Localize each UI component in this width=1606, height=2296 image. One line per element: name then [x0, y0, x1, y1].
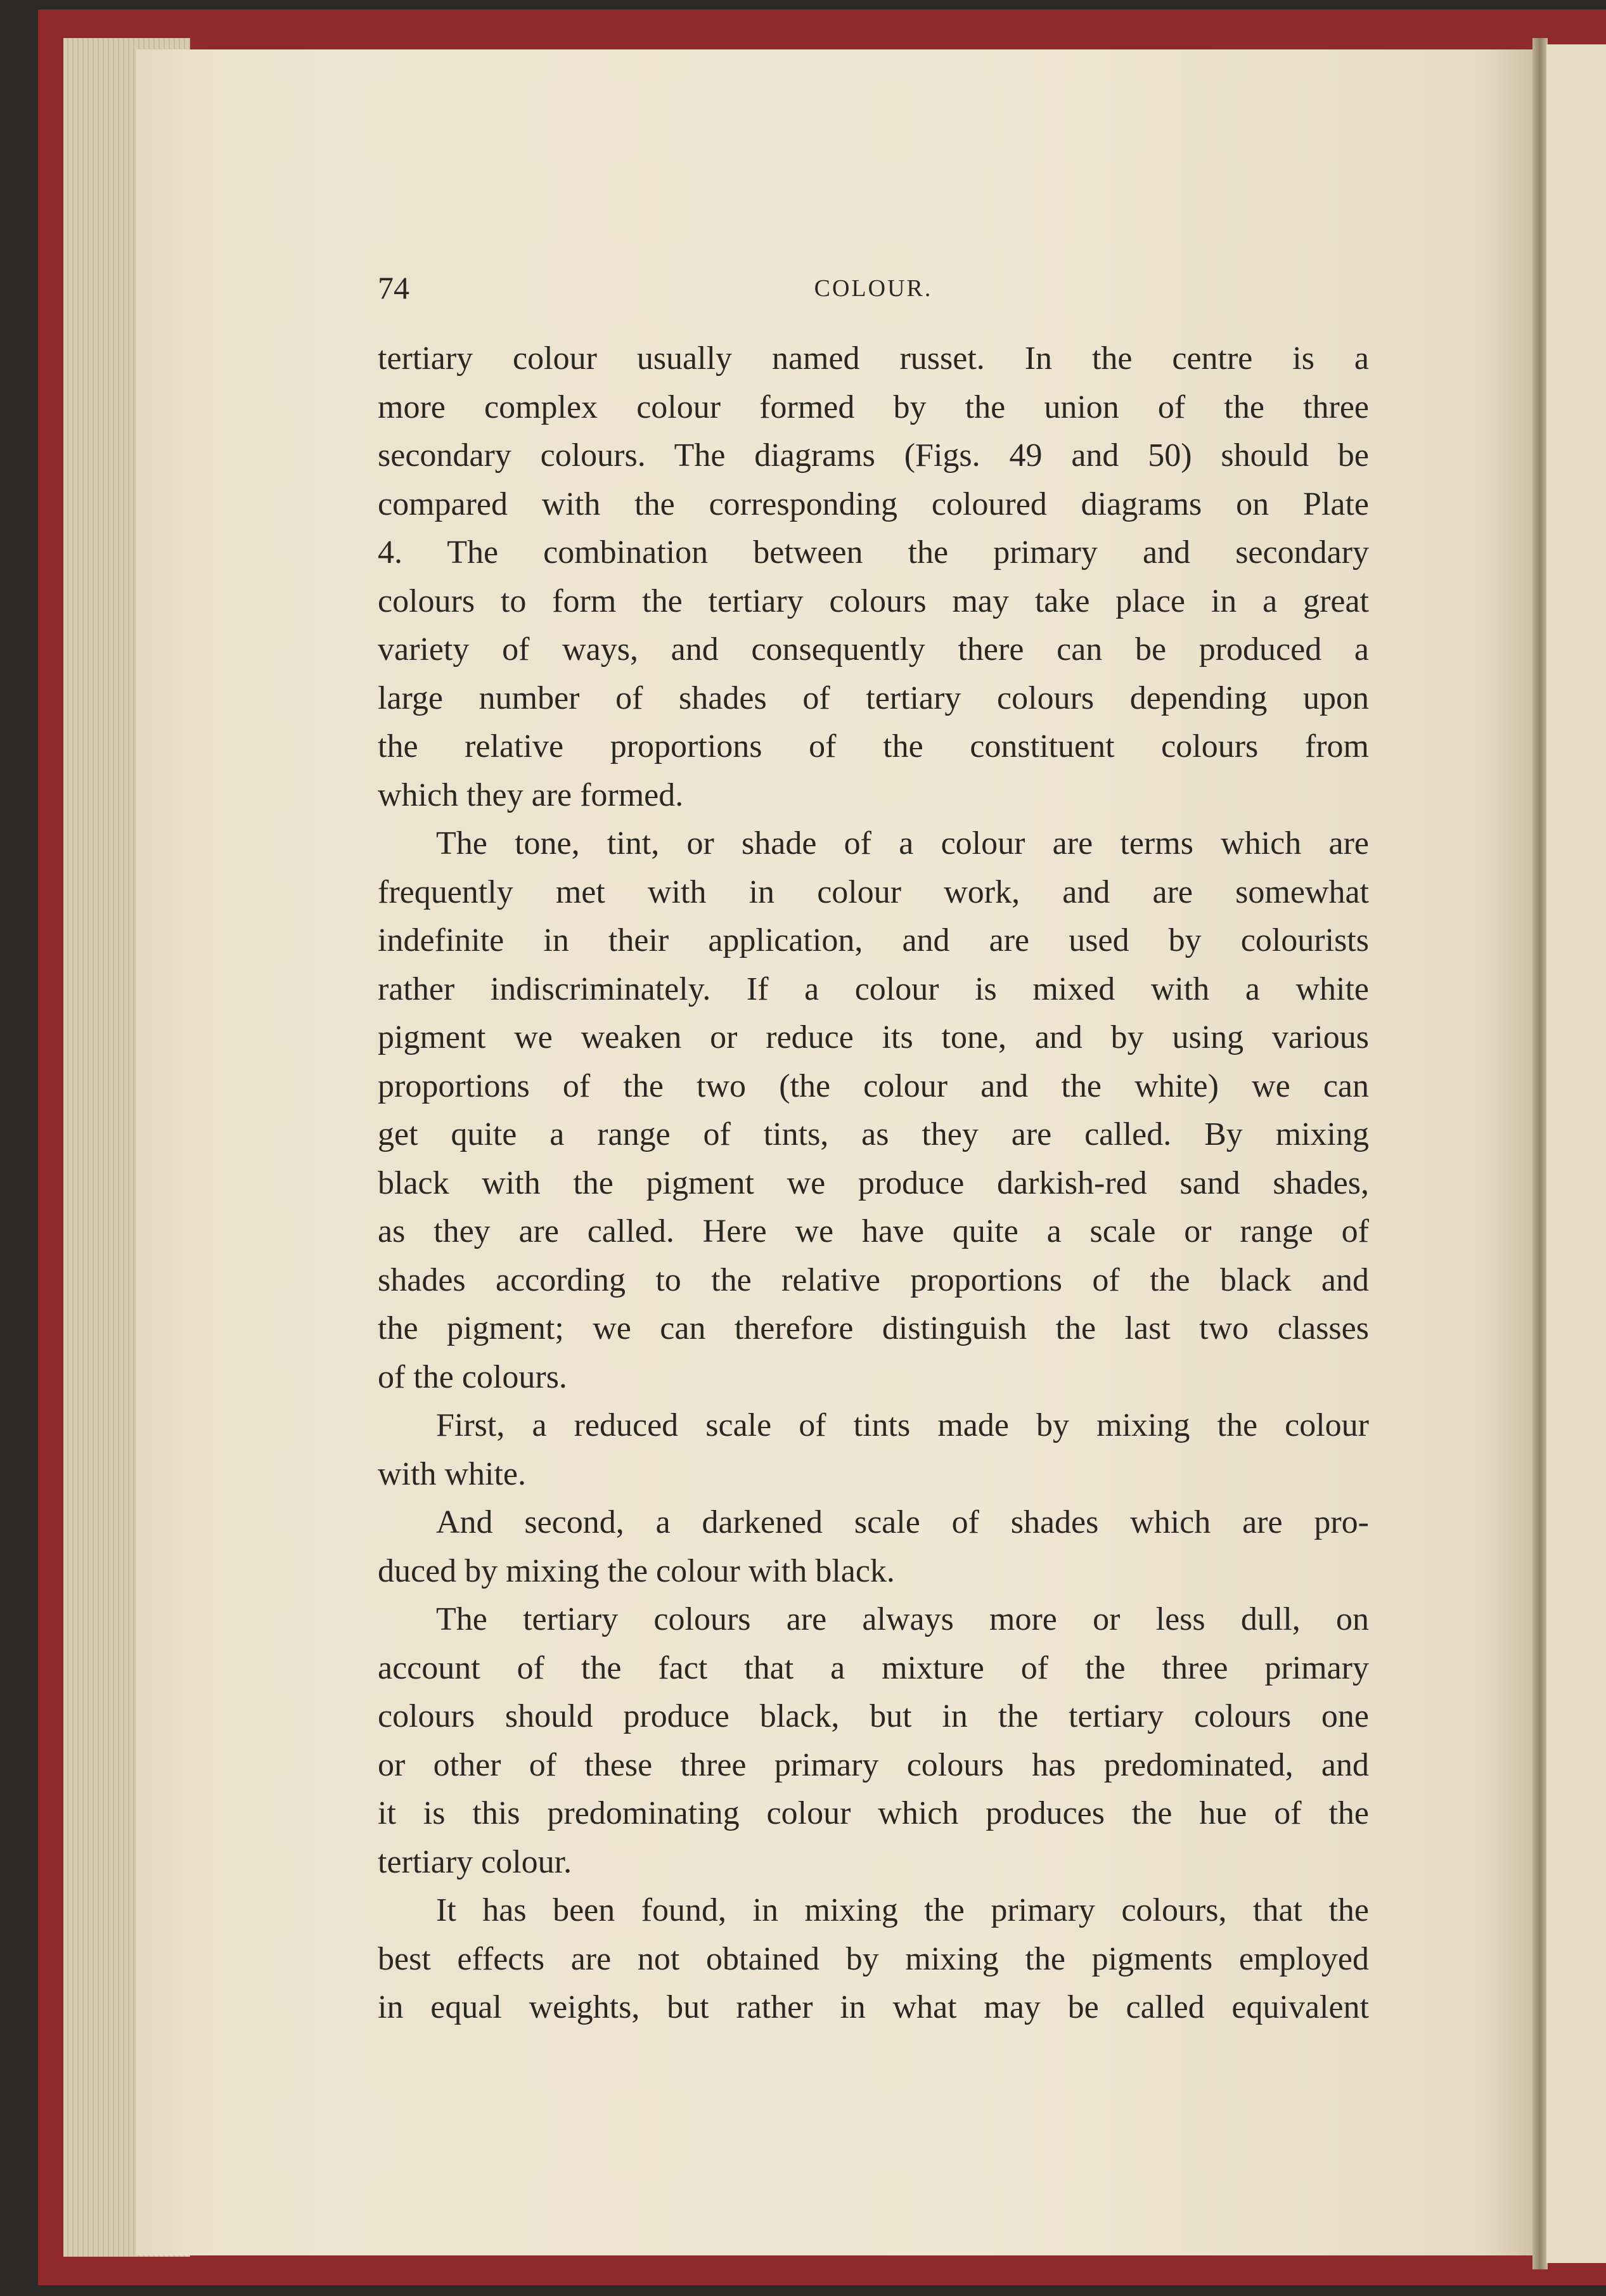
- book-gutter: [1532, 38, 1548, 2269]
- text-line: it is this predominating colour which produces the hue of the: [378, 1795, 1369, 1831]
- text-line: tertiary colour usually named russet. In the centre is a: [378, 340, 1369, 377]
- text-line: It has been found, in mixing the primary colours, that the: [436, 1892, 1369, 1928]
- text-line: with white.: [378, 1455, 526, 1492]
- text-line: the pigment; we can therefore distinguish the last two classes: [378, 1310, 1369, 1346]
- facing-page-edge: [1546, 44, 1606, 2263]
- text-line: of the colours.: [378, 1358, 567, 1395]
- text-line: which they are formed.: [378, 777, 684, 813]
- text-line: get quite a range of tints, as they are called. By mixing: [378, 1116, 1369, 1152]
- page-body-text: [378, 335, 1369, 2032]
- text-line: or other of these three primary colours has predominated, and: [378, 1746, 1369, 1783]
- text-line: First, a reduced scale of tints made by mixing the colour: [436, 1407, 1369, 1443]
- running-title: COLOUR.: [814, 275, 933, 302]
- text-line: The tone, tint, or shade of a colour are terms which are: [436, 825, 1369, 861]
- text-line: colours should produce black, but in the tertiary colours one: [378, 1698, 1369, 1734]
- text-line: frequently met with in colour work, and are somewhat: [378, 874, 1369, 910]
- text-line: proportions of the two (the colour and the white) we can: [378, 1067, 1369, 1104]
- text-line: more complex colour formed by the union of the three: [378, 389, 1369, 425]
- text-line: 4. The combination between the primary and secondary: [378, 534, 1369, 571]
- text-line: in equal weights, but rather in what may be called equivalent: [378, 1989, 1369, 2025]
- text-line: rather indiscriminately. If a colour is mixed with a white: [378, 971, 1369, 1007]
- text-line: the relative proportions of the constituent colours from: [378, 728, 1369, 764]
- text-line: shades according to the relative proportions of the black and: [378, 1261, 1369, 1298]
- text-line: best effects are not obtained by mixing the pigments employed: [378, 1940, 1369, 1977]
- text-line: variety of ways, and consequently there can be produced a: [378, 631, 1369, 668]
- text-line: colours to form the tertiary colours may take place in a great: [378, 583, 1369, 619]
- text-line: compared with the corresponding coloured diagrams on Plate: [378, 486, 1369, 522]
- text-line: tertiary colour.: [378, 1843, 572, 1880]
- text-line: indefinite in their application, and are used by colourists: [378, 922, 1369, 958]
- text-line: as they are called. Here we have quite a scale or range of: [378, 1213, 1369, 1249]
- page-header: [378, 269, 1369, 307]
- page-number: 74: [378, 270, 409, 306]
- text-line: pigment we weaken or reduce its tone, and by using various: [378, 1019, 1369, 1055]
- text-line: duced by mixing the colour with black.: [378, 1552, 895, 1589]
- text-line: black with the pigment we produce darkish-red sand shades,: [378, 1164, 1369, 1201]
- text-line: And second, a darkened scale of shades which are pro-: [436, 1504, 1369, 1540]
- text-line: secondary colours. The diagrams (Figs. 49 and 50) should be: [378, 437, 1369, 474]
- text-line: large number of shades of tertiary colours depending upon: [378, 680, 1369, 716]
- text-line: account of the fact that a mixture of the three primary: [378, 1649, 1369, 1686]
- text-line: The tertiary colours are always more or less dull, on: [436, 1601, 1369, 1637]
